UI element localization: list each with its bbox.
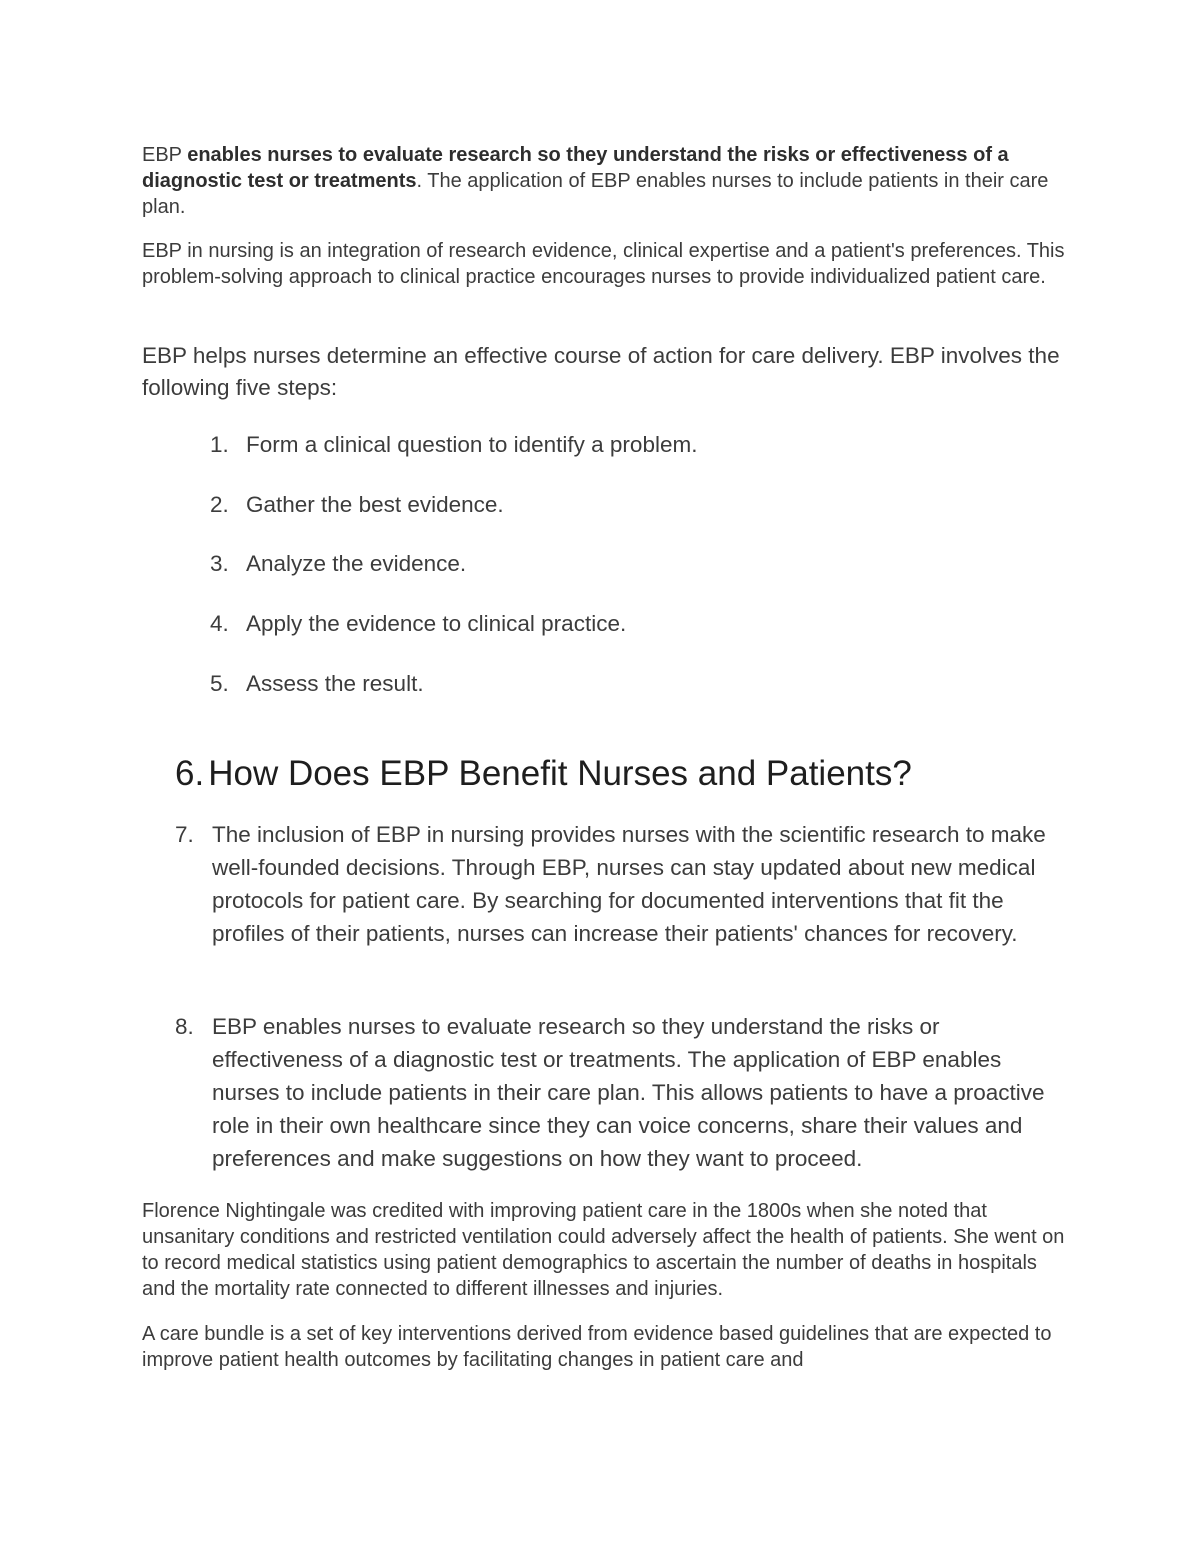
list-item-number: 7. (175, 822, 194, 847)
list-item-text: EBP enables nurses to evaluate research so they understand the risks or effectiveness of a diagnostic test or treatments. The application of EBP enables nurses to include patients in their care plan. This allows patients to have a proactive role in their own healthcare since they can voice concerns, share their values and preferences and make suggestions on how they want to proceed. (212, 1014, 1045, 1171)
list-item-number: 8. (175, 1014, 194, 1039)
step-text: Analyze the evidence. (246, 551, 467, 576)
nightingale-paragraph: Florence Nightingale was credited with improving patient care in the 1800s when she noted that unsanitary conditions and restricted ventilation could adversely affect the health of patients. She went on to record medical statistics using patient demographics to ascertain the number of deaths in hospitals and the mortality rate connected to different illnesses and injuries. (142, 1200, 1065, 1300)
step-number: 3. (210, 551, 229, 576)
section-heading-text: How Does EBP Benefit Nurses and Patients? (208, 754, 912, 793)
step-number: 1. (210, 432, 229, 457)
intro-paragraph-3: EBP helps nurses determine an effective course of action for care delivery. EBP involves the following five steps: (142, 343, 1060, 400)
section-heading (175, 752, 912, 796)
intro-paragraph-1-rest: . The application of EBP enables nurses to include patients in their care plan. (142, 170, 1049, 218)
step-number: 5. (210, 671, 229, 696)
intro-paragraph-2: EBP in nursing is an integration of research evidence, clinical expertise and a patient's preferences. This problem-solving approach to clinical practice encourages nurses to provide individualized patient care. (142, 240, 1065, 288)
intro-paragraph-1-bold: enables nurses to evaluate research so they understand the risks or effectiveness of a diagnostic test or treatments (142, 144, 1009, 192)
list-item-text: The inclusion of EBP in nursing provides nurses with the scientific research to make well-founded decisions. Through EBP, nurses can stay updated about new medical protocols for patient care. By searching for documented interventions that fit the profiles of their patients, nurses can increase their patients' chances for recovery. (212, 822, 1046, 946)
intro-paragraph-1 (142, 142, 1072, 220)
care-bundle-paragraph: A care bundle is a set of key interventions derived from evidence based guidelines that are expected to improve patient health outcomes by facilitating changes in patient care and (142, 1323, 1052, 1371)
step-text: Assess the result. (246, 671, 424, 696)
step-number: 4. (210, 611, 229, 636)
step-text: Apply the evidence to clinical practice. (246, 611, 627, 636)
intro-paragraph-1-lead: EBP (142, 144, 188, 166)
step-number: 2. (210, 492, 229, 517)
section-heading-number: 6. (175, 754, 205, 793)
step-text: Form a clinical question to identify a problem. (246, 432, 698, 457)
step-text: Gather the best evidence. (246, 492, 504, 517)
